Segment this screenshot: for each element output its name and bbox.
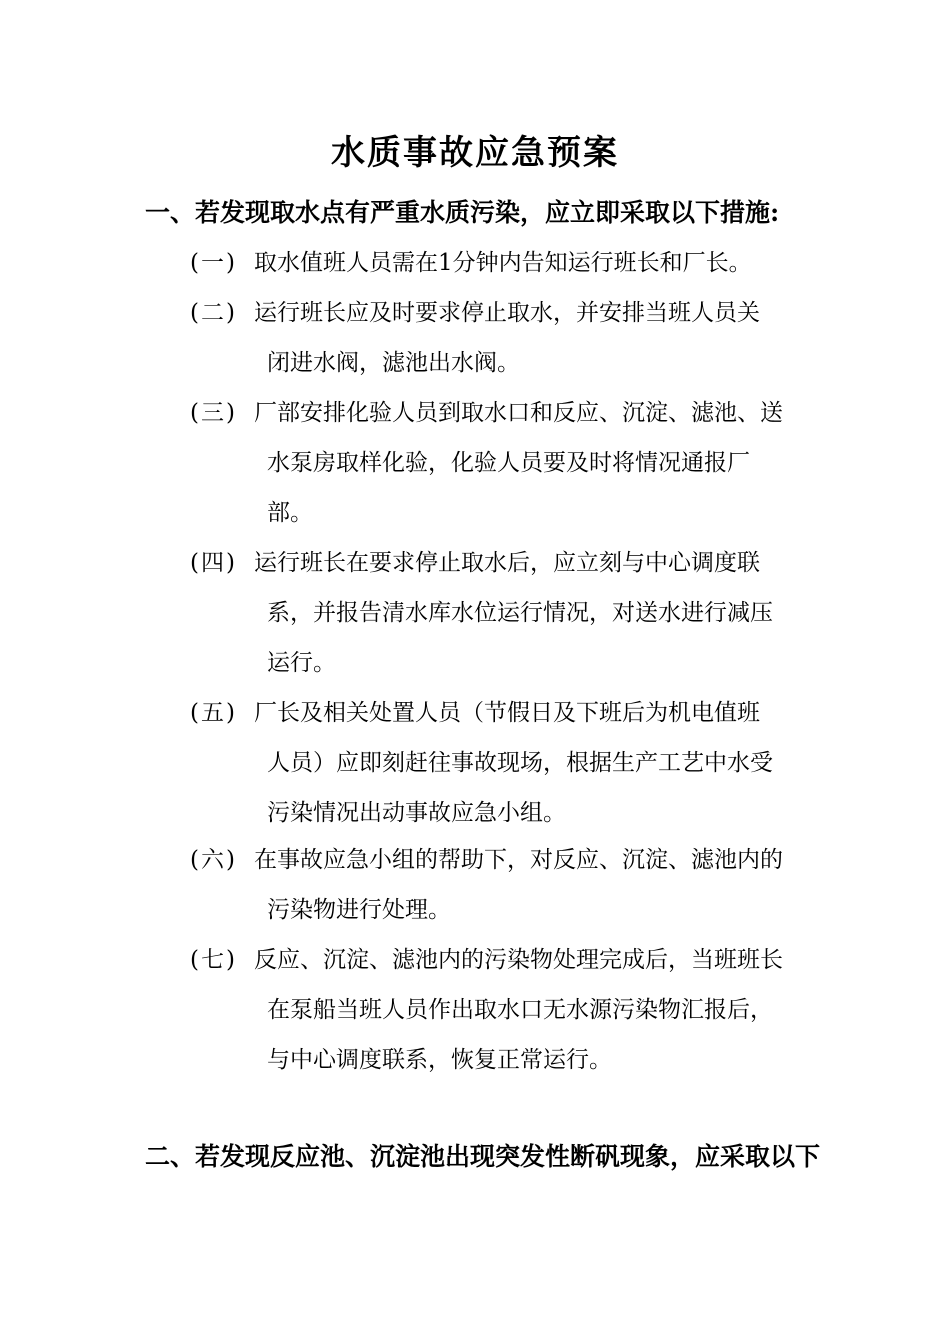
item-text-continuation: 与中心调度联系，恢复正常运行。 <box>267 1047 612 1073</box>
item-text: 运行班长应及时要求停止取水，并安排当班人员关 <box>254 300 760 326</box>
item-text: 厂长及相关处置人员（节假日及下班后为机电值班 <box>254 700 760 726</box>
item-text-continuation: 闭进水阀，滤池出水阀。 <box>267 350 520 376</box>
item-number: (七) <box>190 947 237 973</box>
item-text-continuation: 人员）应即刻赶往事故现场，根据生产工艺中水受 <box>267 750 773 776</box>
item-text-continuation: 部。 <box>267 500 313 526</box>
section-1-item-3 <box>190 396 830 546</box>
item-text: 厂部安排化验人员到取水口和反应、沉淀、滤池、送 <box>254 400 783 426</box>
item-number: (一) <box>190 250 237 276</box>
section-2-heading: 二、若发现反应池、沉淀池出现突发性断矾现象，应采取以下 <box>145 1142 821 1171</box>
item-number: (四) <box>190 550 237 576</box>
item-text: 运行班长在要求停止取水后，应立刻与中心调度联 <box>254 550 760 576</box>
section-1-item-4 <box>190 546 830 696</box>
section-1-heading: 一、若发现取水点有严重水质污染，应立即采取以下措施: <box>145 198 780 227</box>
item-text: 反应、沉淀、滤池内的污染物处理完成后，当班班长 <box>254 947 783 973</box>
item-text-continuation: 污染物进行处理。 <box>267 897 451 923</box>
item-text-continuation: 水泵房取样化验，化验人员要及时将情况通报厂 <box>267 450 750 476</box>
item-number: (六) <box>190 847 237 873</box>
section-1-item-6 <box>190 843 830 943</box>
item-number: (五) <box>190 700 237 726</box>
item-number: (二) <box>190 300 237 326</box>
item-number: (三) <box>190 400 237 426</box>
section-1-item-2 <box>190 296 830 396</box>
item-text: 在事故应急小组的帮助下，对反应、沉淀、滤池内的 <box>254 847 783 873</box>
section-1-item-1 <box>190 246 830 296</box>
item-text-continuation: 运行。 <box>267 650 336 676</box>
item-text-continuation: 污染情况出动事故应急小组。 <box>267 800 566 826</box>
item-text: 取水值班人员需在1分钟内告知运行班长和厂长。 <box>254 250 752 276</box>
section-1-item-5 <box>190 696 830 846</box>
item-text-continuation: 系，并报告清水库水位运行情况，对送水进行减压 <box>267 600 773 626</box>
document-title: 水质事故应急预案 <box>331 133 619 173</box>
section-1-item-7 <box>190 943 830 1093</box>
item-text-continuation: 在泵船当班人员作出取水口无水源污染物汇报后， <box>267 997 773 1023</box>
